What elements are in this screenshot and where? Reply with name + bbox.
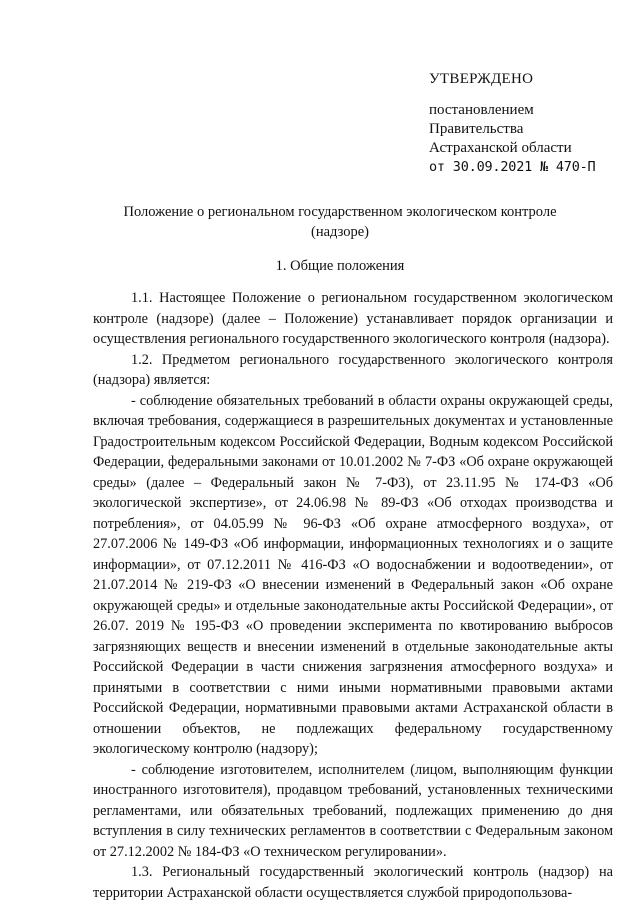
approval-line-1: постановлением	[429, 102, 534, 118]
document-body	[93, 288, 613, 903]
paragraph-1-2: 1.2. Предметом регионального государственного экологического контроля (надзора) является:	[93, 351, 613, 388]
list-item-technical-regulations: - соблюдение изготовителем, исполнителем (лицом, выполняющим функции иностранного изготовителя), продавцом требований, установленных техническими регламентами, или обязательных требований, подлежащих применению до дня вступления в силу технических регламентов в соответствии с Федеральным законом от 27.12.2002 № 184-ФЗ «О техническом регулировании».	[93, 761, 613, 860]
approval-stamp	[429, 70, 595, 177]
approval-line-2: Правительства	[429, 121, 524, 137]
list-item-environmental-requirements: - соблюдение обязательных требований в области охраны окружающей среды, включая требования, содержащиеся в разрешительных документах и установленные Градостроительным кодексом Российской Федерации, Водным кодексом Российской Федерации, федеральными законами от 10.01.2002 № 7-ФЗ «Об охране окружающей среды» (далее – Федеральный закон № 7-ФЗ), от 23.11.95 № 174-ФЗ «Об экологической экспертизе», от 24.06.98 № 89-ФЗ «Об отходах производства и потребления», от 04.05.99 № 96-ФЗ «Об охране атмосферного воздуха», от 27.07.2006 № 149-ФЗ «Об информации, информационных технологиях и о защите информации», от 07.12.2011 № 416-ФЗ «О водоснабжении и водоотведении», от 21.07.2014 № 219-ФЗ «О внесении изменений в Федеральный закон «Об охране окружающей среды» и отдельные законодательные акты Российской Федерации», от 26.07. 2019 № 195-ФЗ «О проведении эксперимента по квотированию выбросов загрязняющих веществ и внесении изменений в отдельные законодательные акты Российской Федерации в части снижения загрязнения атмосферного воздуха» и принятыми в соответствии с ними иными нормативными правовыми актами Российской Федерации, нормативными правовыми актами Астраханской области в отношении объектов, не подлежащих федеральному государственному экологическому контролю (надзору);	[93, 392, 613, 757]
approval-line-3: Астраханской области	[429, 140, 572, 156]
approval-date-number: от 30.09.2021 № 470-П	[429, 159, 596, 175]
document-title	[90, 202, 590, 242]
document-title-line-1: Положение о региональном государственном экологическом контроле	[123, 204, 557, 220]
section-heading: 1. Общие положения	[275, 258, 405, 274]
paragraph-1-3: 1.3. Региональный государственный экологический контроль (надзор) на территории Астраханской области осуществляется службой природопользова-	[93, 864, 613, 901]
approval-title: УТВЕРЖДЕНО	[429, 71, 534, 87]
paragraph-1-1: 1.1. Настоящее Положение о региональном государственном экологическом контроле (надзоре) (далее – Положение) устанавливает порядок организации и осуществления регионального государственного экологического контроля (надзора).	[93, 290, 613, 347]
document-title-line-2: (надзоре)	[311, 224, 369, 240]
